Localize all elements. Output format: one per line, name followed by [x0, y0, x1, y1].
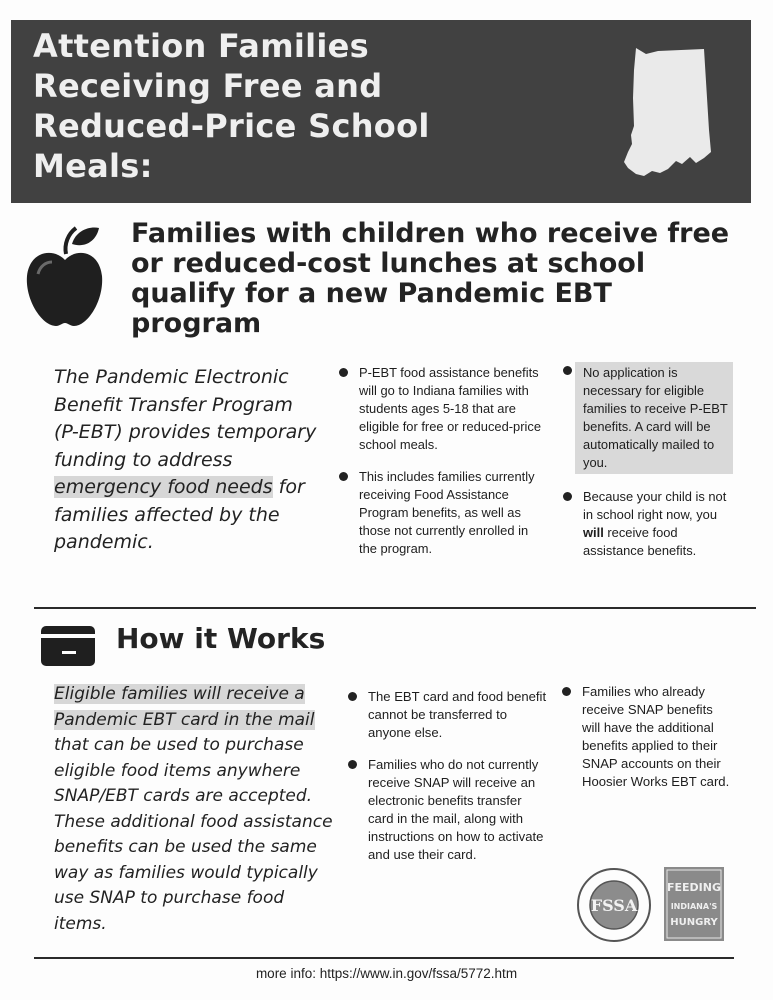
headline: Families with children who receive free or reduced-cost lunches at school qualify for a new Pandemic EBT program	[131, 218, 730, 339]
list-item: Families who already receive SNAP benefits will have the additional benefits applied to their SNAP accounts on their Hoosier Works EBT card.	[582, 683, 732, 791]
divider	[34, 957, 734, 959]
svg-text:INDIANA'S: INDIANA'S	[670, 902, 718, 911]
svg-text:FSSA: FSSA	[590, 896, 638, 915]
header-banner	[11, 20, 751, 203]
list-text: receive food assistance benefits.	[583, 525, 697, 558]
indiana-map-icon	[618, 40, 738, 190]
card-list	[368, 688, 548, 878]
emphasis: will	[583, 525, 604, 540]
intro-text-start: The Pandemic Electronic Benefit Transfer Program (P-EBT) provides temporary funding to address	[54, 366, 317, 471]
eligibility-list	[359, 364, 549, 572]
list-text: Because your child is not in school right now, you	[583, 489, 727, 522]
intro-highlight: emergency food needs	[54, 476, 273, 498]
intro-paragraph	[54, 364, 319, 557]
list-item: P-EBT food assistance benefits will go to Indiana families with students ages 5-18 that are eligible for free or reduced-price school meals.	[359, 364, 549, 454]
feeding-hungry-logo	[664, 867, 724, 941]
how-it-works-paragraph	[54, 682, 334, 937]
section-title: How it Works	[116, 622, 326, 655]
works-body: that can be used to purchase eligible food items anywhere SNAP/EBT cards are accepted. These additional food assistance benefits can be used the same way as families would typically use SNAP to purchase food items.	[54, 735, 333, 934]
svg-text:FEEDING: FEEDING	[666, 881, 722, 894]
application-list	[583, 362, 733, 574]
divider	[34, 607, 756, 609]
list-item: This includes families currently receiving Food Assistance Program benefits, as well as those not currently enrolled in the program.	[359, 468, 549, 558]
snap-list	[582, 683, 732, 805]
list-item: Families who do not currently receive SNAP will receive an electronic benefits transfer card in the mail, along with instructions on how to activate and use their card.	[368, 756, 548, 864]
card-icon	[40, 625, 96, 667]
works-highlight: Eligible families will receive a Pandemic EBT card in the mail	[54, 684, 315, 730]
apple-icon	[24, 222, 106, 332]
footer-info: more info: https://www.in.gov/fssa/5772.htm	[255, 966, 518, 981]
header-title: Attention Families Receiving Free and Reduced-Price School Meals:	[33, 27, 430, 185]
list-item	[583, 488, 733, 560]
list-item: The EBT card and food benefit cannot be transferred to anyone else.	[368, 689, 547, 740]
svg-text:HUNGRY: HUNGRY	[670, 917, 718, 928]
list-item: No application is necessary for eligible families to receive P-EBT benefits. A card will be automatically mailed to you.	[575, 362, 733, 474]
intro-text-end: for families affected by the pandemic.	[54, 476, 305, 553]
fssa-seal-logo	[576, 867, 652, 943]
